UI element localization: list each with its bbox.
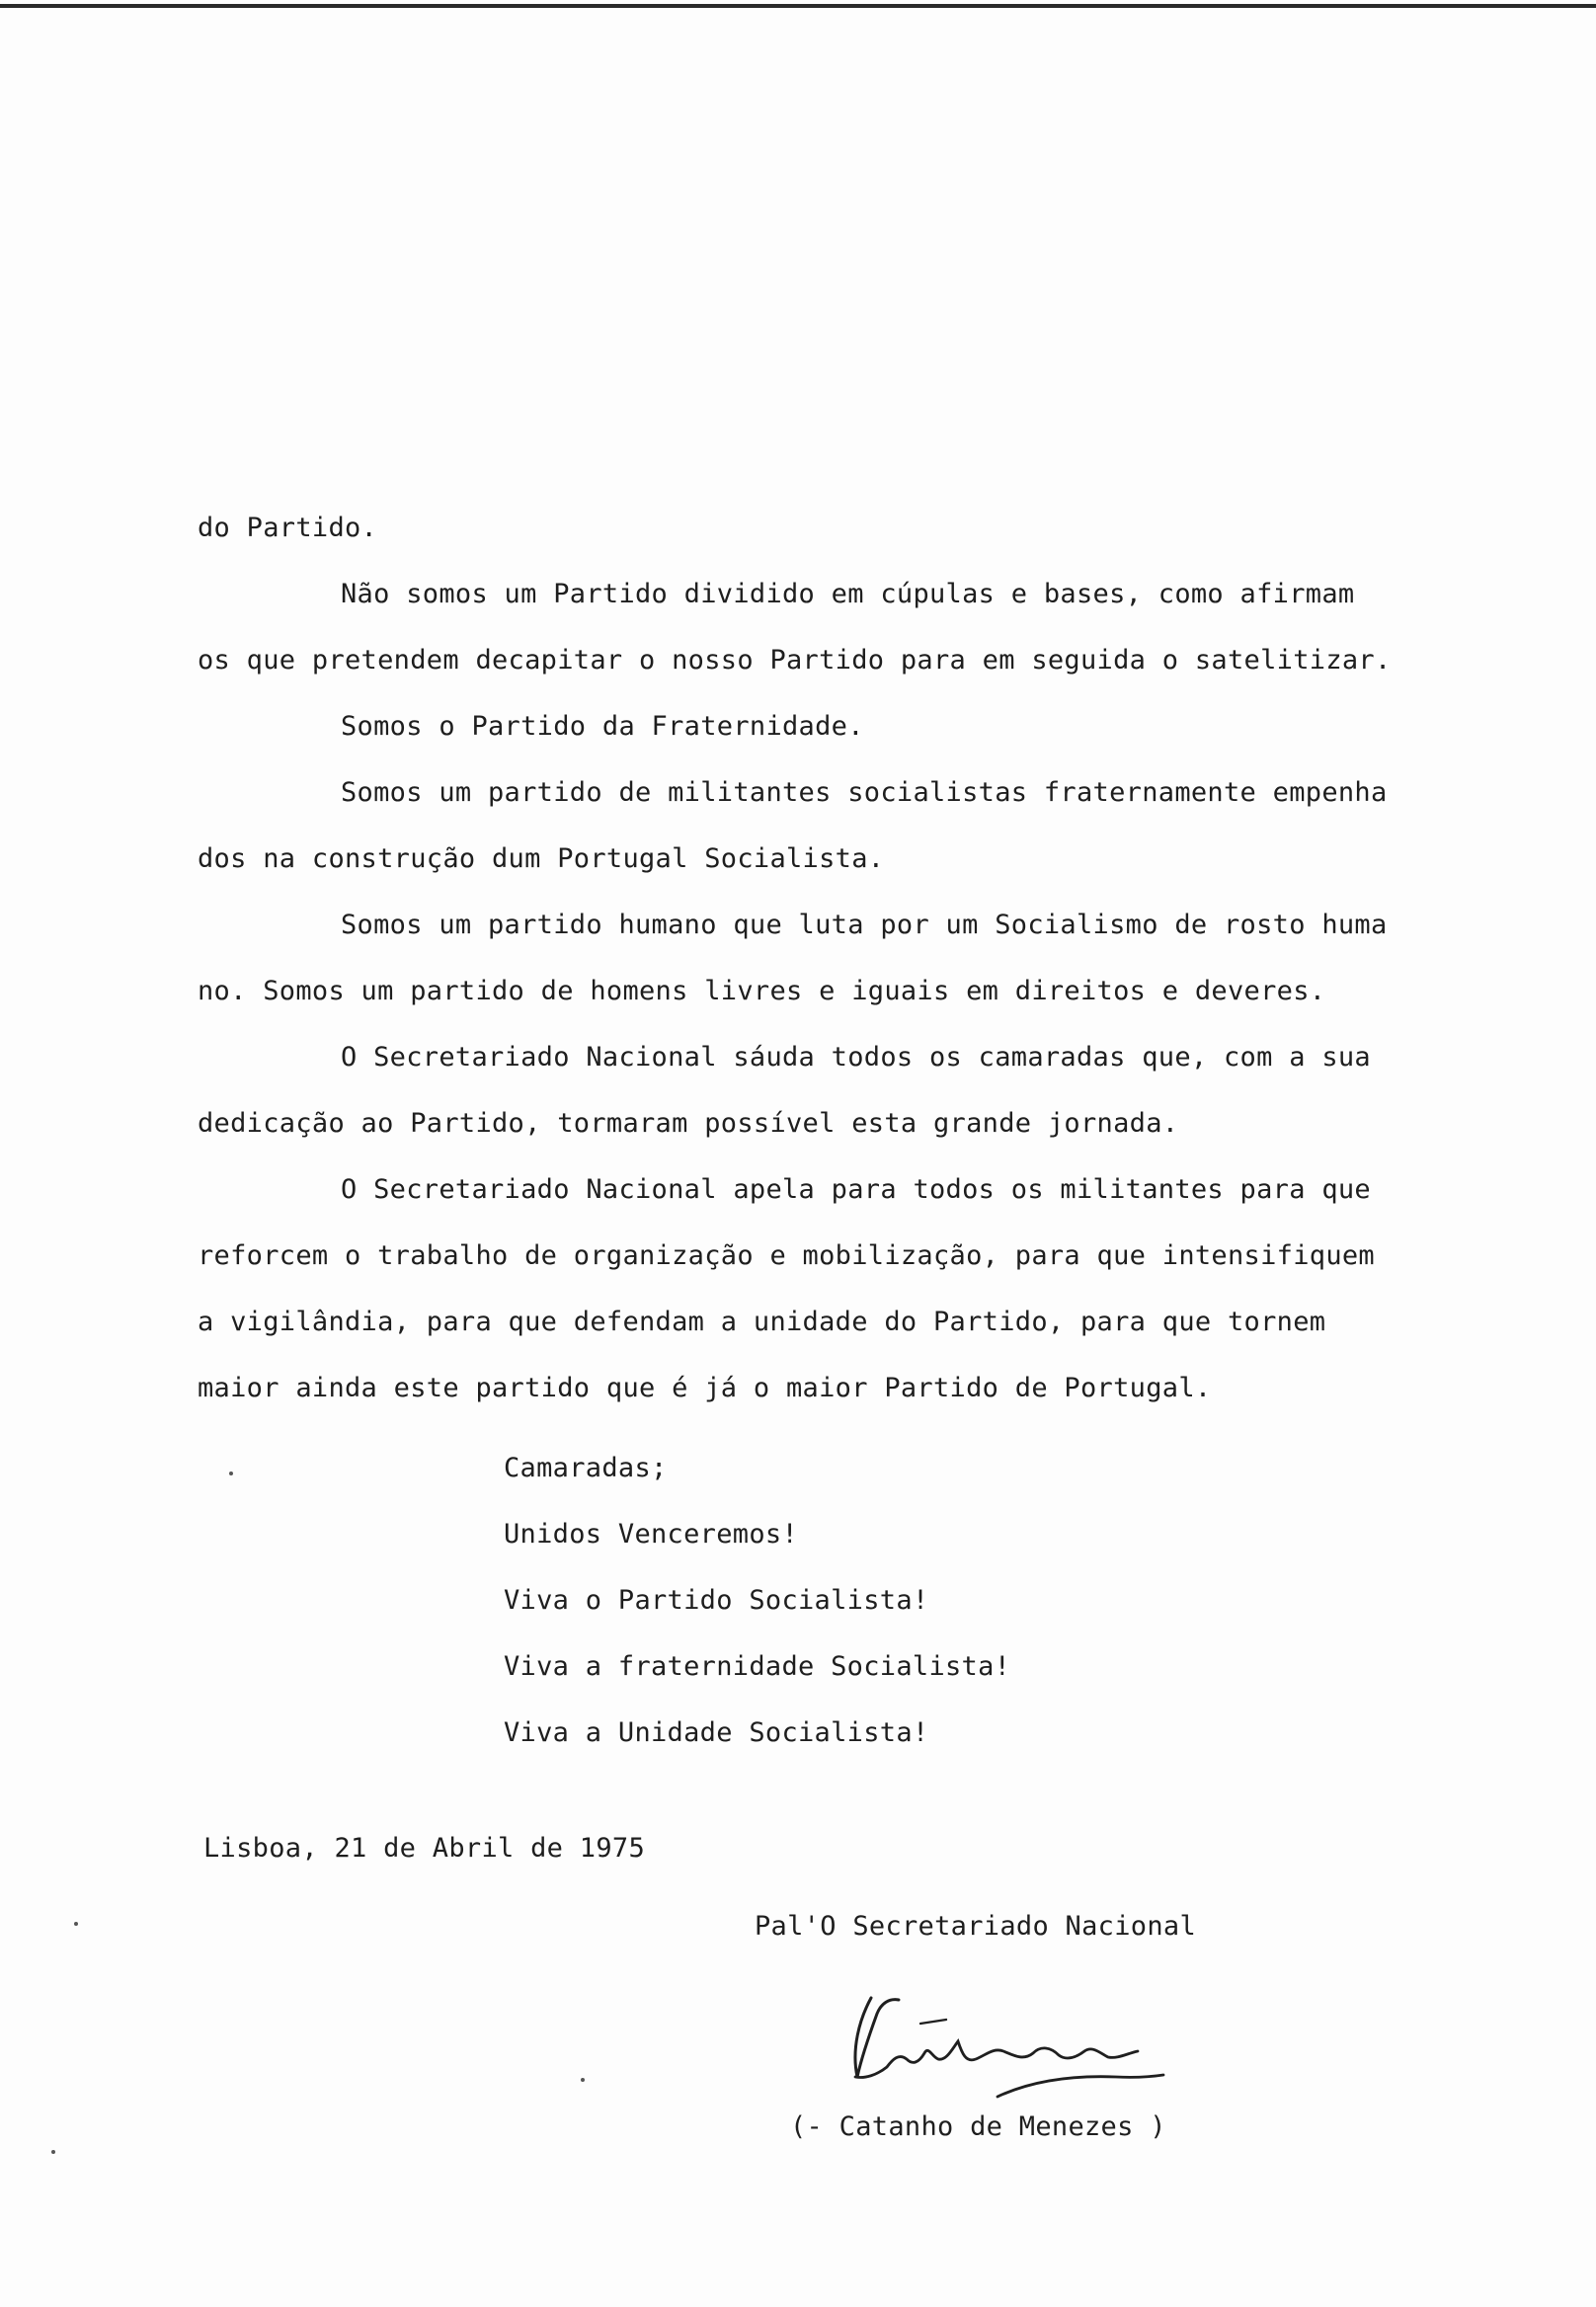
scan-speck — [74, 1922, 78, 1926]
salutation-line: Viva a fraternidade Socialista! — [504, 1651, 1011, 1682]
paragraph-line: dedicação ao Partido, tormaram possível esta grande jornada. — [198, 1108, 1179, 1139]
scan-speck — [229, 1472, 233, 1475]
paragraph-line: O Secretariado Nacional apela para todos os militantes para que — [341, 1174, 1371, 1205]
paragraph-line: Não somos um Partido dividido em cúpulas e bases, como afirmam — [341, 579, 1355, 609]
salutation-line: Unidos Venceremos! — [504, 1519, 798, 1550]
paragraph-line: reforcem o trabalho de organização e mobilização, para que intensifiquem — [198, 1240, 1375, 1271]
paragraph-line: no. Somos um partido de homens livres e iguais em direitos e deveres. — [198, 976, 1326, 1006]
paragraph-line: Somos um partido de militantes socialistas fraternamente empenha — [341, 777, 1388, 808]
top-rule — [0, 4, 1596, 8]
paragraph-line: Somos o Partido da Fraternidade. — [341, 711, 864, 742]
scan-speck — [581, 2078, 585, 2082]
handwritten-signature — [830, 1980, 1185, 2108]
paragraph-line: maior ainda este partido que é já o maior Partido de Portugal. — [198, 1373, 1212, 1403]
signatory-org: Pal'O Secretariado Nacional — [755, 1911, 1196, 1942]
scan-speck — [51, 2150, 55, 2154]
paragraph-line: do Partido. — [198, 513, 378, 543]
salutation-line: Viva o Partido Socialista! — [504, 1585, 929, 1616]
paragraph-line: O Secretariado Nacional sáuda todos os camaradas que, com a sua — [341, 1042, 1371, 1073]
paragraph-line: Somos um partido humano que luta por um Socialismo de rosto huma — [341, 910, 1388, 940]
paragraph-line: a vigilândia, para que defendam a unidade do Partido, para que tornem — [198, 1307, 1326, 1337]
signatory-name: (- Catanho de Menezes ) — [790, 2111, 1166, 2142]
salutation-line: Viva a Unidade Socialista! — [504, 1717, 929, 1748]
paragraph-line: os que pretendem decapitar o nosso Partido para em seguida o satelitizar. — [198, 645, 1392, 676]
salutation-line: Camaradas; — [504, 1453, 668, 1483]
place-date: Lisboa, 21 de Abril de 1975 — [203, 1833, 645, 1864]
paragraph-line: dos na construção dum Portugal Socialista. — [198, 843, 885, 874]
